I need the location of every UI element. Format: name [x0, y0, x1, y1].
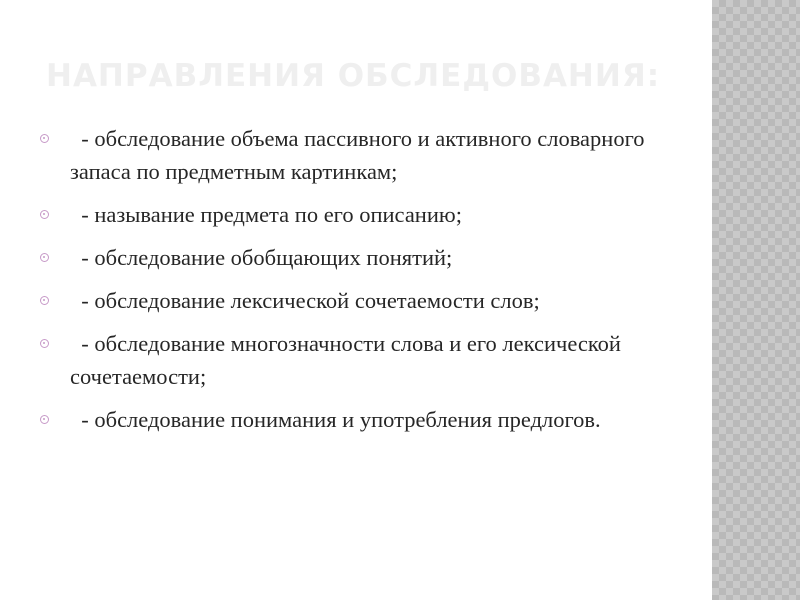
ring-bullet-icon — [40, 296, 49, 305]
ring-bullet-icon — [40, 210, 49, 219]
ring-bullet-icon — [40, 134, 49, 143]
list-item — [40, 284, 700, 317]
list-item-text: - называние предмета по его описанию; — [70, 202, 462, 227]
list-item-text: - обследование многозначности слова и его лексической сочетаемости; — [70, 331, 627, 389]
list-item — [40, 403, 700, 436]
list-item-text: - обследование объема пассивного и активного словарного запаса по предметным картинкам; — [70, 126, 651, 184]
bullet-list — [40, 122, 700, 446]
list-item — [40, 122, 700, 188]
list-item-text: - обследование понимания и употребления предлогов. — [70, 407, 601, 432]
list-item — [40, 327, 700, 393]
list-item — [40, 241, 700, 274]
ring-bullet-icon — [40, 415, 49, 424]
list-item — [40, 198, 700, 231]
slide-title: НАПРАВЛЕНИЯ ОБСЛЕДОВАНИЯ: — [46, 58, 661, 94]
decorative-pattern-band — [712, 0, 800, 600]
list-item-text: - обследование лексической сочетаемости слов; — [70, 288, 540, 313]
list-item-text: - обследование обобщающих понятий; — [70, 245, 453, 270]
ring-bullet-icon — [40, 253, 49, 262]
ring-bullet-icon — [40, 339, 49, 348]
